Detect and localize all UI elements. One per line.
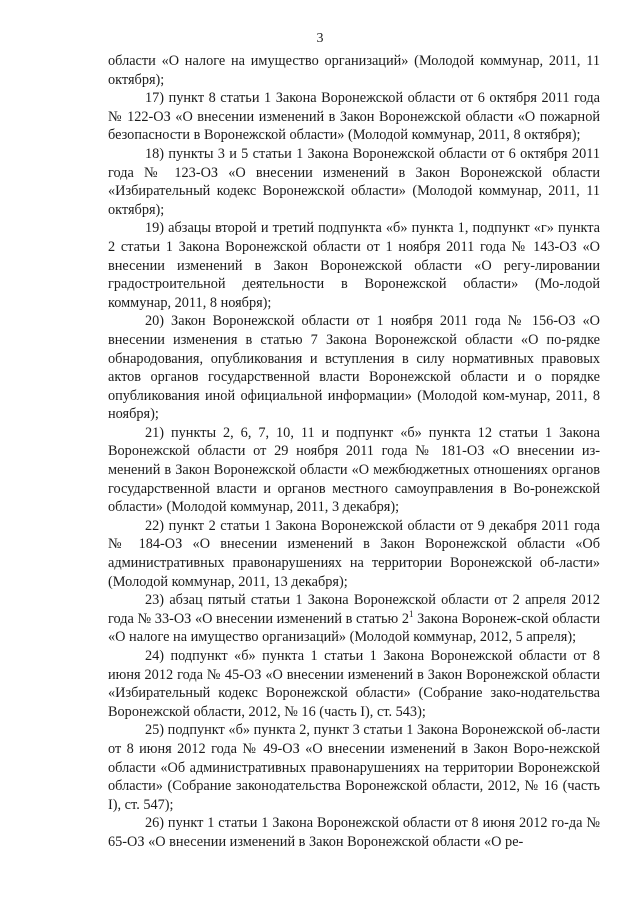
list-item-22: 22) пункт 2 статьи 1 Закона Воронежской области от 9 декабря 2011 года № 184-ОЗ «О внесении изменений в Закон Воронежской области «Об административных правонарушениях на территории Воронежской об-ласти» (Молодой коммунар, 2011, 13 декабря); — [108, 517, 600, 590]
document-body — [108, 52, 600, 852]
list-item-20: 20) Закон Воронежской области от 1 ноября 2011 года № 156-ОЗ «О внесении изменения в статью 7 Закона Воронежской области «О по-рядке обнародования, опубликования и вступления в силу нормативных правовых актов органов государственной власти Воронежской области и о порядке опубликования иной официальной информации» (Молодой ком-мунар, 2011, 8 ноября); — [108, 313, 600, 423]
list-item-23-text-before: 23) абзац пятый статьи 1 Закона Воронежской области от 2 апреля 2012 года № 33-ОЗ «О внесении изменений в статью 2 — [108, 592, 600, 627]
list-item-24: 24) подпункт «б» пункта 1 статьи 1 Закона Воронежской области от 8 июня 2012 года № 45-ОЗ «О внесении изменений в Закон Воронежской области «Избирательный кодекс Воронежской области» (Собрание зако-нодательства Воронежской области, 2012, № 16 (часть I), ст. 543); — [108, 648, 600, 720]
list-item-18: 18) пункты 3 и 5 статьи 1 Закона Воронежской области от 6 октября 2011 года № 123-ОЗ «О внесении изменений в Закон Воронежской области «Избирательный кодекс Воронежской области» (Молодой коммунар, 2011, 11 октября); — [108, 145, 600, 218]
superscript-mark: 1 — [408, 609, 414, 620]
list-item-21: 21) пункты 2, 6, 7, 10, 11 и подпункт «б» пункта 12 статьи 1 Закона Воронежской области от 29 ноября 2011 года № 181-ОЗ «О внесении из-менений в Закон Воронежской области «О межбюджетных отношениях органов государственной власти и органов местного самоуправления в Во-ронежской области» (Молодой коммунар, 2011, 3 декабря); — [108, 424, 600, 516]
list-item-19: 19) абзацы второй и третий подпункта «б» пункта 1, подпункт «г» пункта 2 статьи 1 Закона Воронежской области от 1 ноября 2011 года № 143-ОЗ «О внесении изменений в Закон Воронежской области «О регу-лировании градостроительной деятельности в Воронежской области» (Мо-лодой коммунар, 2011, 8 ноября); — [108, 220, 600, 311]
list-item-25: 25) подпункт «б» пункта 2, пункт 3 статьи 1 Закона Воронежской об-ласти от 8 июня 2012 года № 49-ОЗ «О внесении изменений в Закон Воро-нежской области «Об административных правонарушениях на территории Воронежской области» (Собрание законодательства Воронежской области, 2012, № 16 (часть I), ст. 547); — [108, 722, 600, 813]
list-item-17: 17) пункт 8 статьи 1 Закона Воронежской области от 6 октября 2011 года № 122-ОЗ «О внесении изменений в Закон Воронежской области «О пожарной безопасности в Воронежской области» (Молодой коммунар, 2011, 8 октября); — [108, 90, 600, 144]
list-item-23 — [108, 591, 600, 647]
page-number: 3 — [316, 31, 324, 46]
list-item-23-text-after: Закона Воронеж-ской области «О налоге на имущество организаций» (Молодой коммунар, 2012, 5 апреля); — [108, 610, 600, 646]
paragraph-continuation: области «О налоге на имущество организаций» (Молодой коммунар, 2011, 11 октября); — [108, 53, 600, 88]
list-item-26: 26) пункт 1 статьи 1 Закона Воронежской области от 8 июня 2012 го-да № 65-ОЗ «О внесении изменений в Закон Воронежской области «О ре- — [108, 815, 600, 850]
